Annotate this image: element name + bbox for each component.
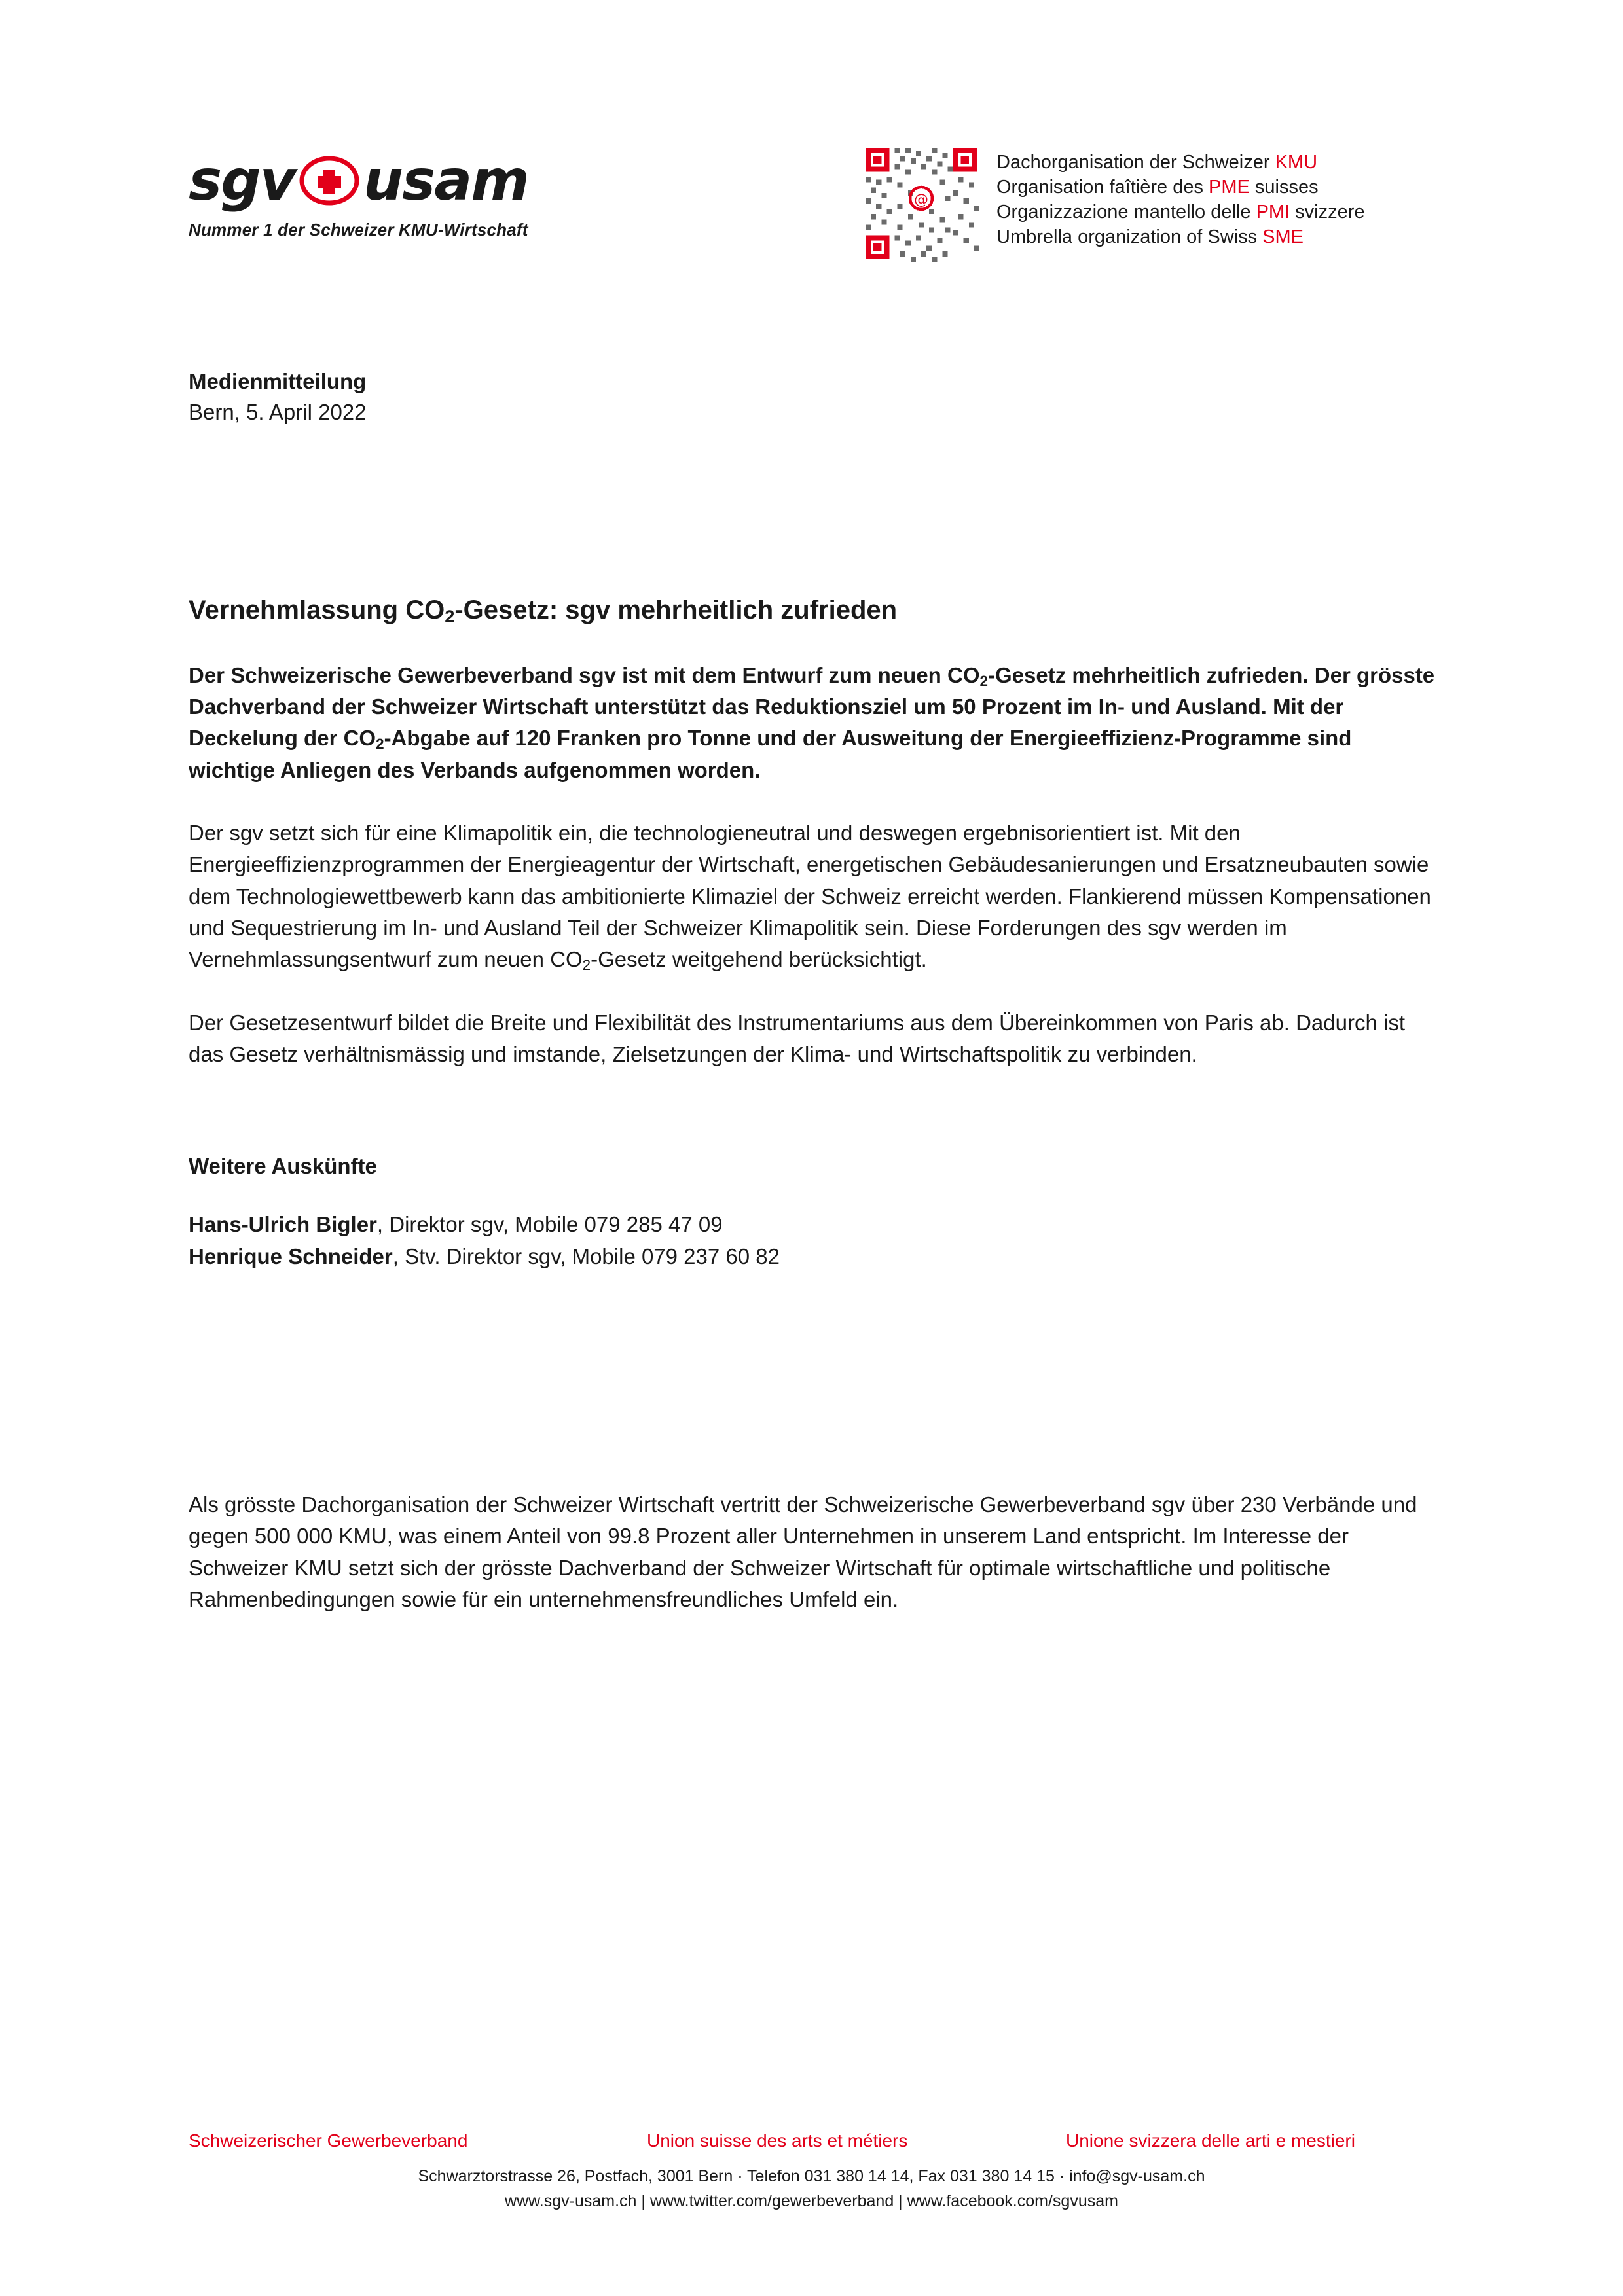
qr-caption-lines xyxy=(996,145,1365,250)
contact-name: Hans-Ulrich Bigler xyxy=(189,1212,377,1237)
footer-assoc-it: Unione svizzera delle arti e mestieri xyxy=(1066,2130,1355,2151)
list-item xyxy=(189,1209,1436,1241)
subscript-two: 2 xyxy=(979,672,988,689)
footer-address-line: Schwarztorstrasse 26, Postfach, 3001 Bern · Telefon 031 380 14 14, Fax 031 380 14 15 · info@sgv-usam.ch xyxy=(418,2167,1205,2185)
qr-caption-fr: Organisation faîtière des PME suisses xyxy=(996,176,1319,198)
qr-caption-en: Umbrella organization of Swiss SME xyxy=(996,226,1304,247)
footer-links-line[interactable]: www.sgv-usam.ch | www.twitter.com/gewerbeverband | www.facebook.com/sgvusam xyxy=(505,2191,1118,2210)
page-title: Vernehmlassung $CO_2$-Gesetz: sgv mehrheitlich zufrieden xyxy=(189,595,898,626)
qr-code-icon xyxy=(863,145,979,262)
contact-role: , Direktor sgv, Mobile 079 285 47 09 xyxy=(376,1212,723,1237)
sgv-cross-emblem-icon xyxy=(299,151,359,211)
subscript-two: 2 xyxy=(582,957,591,974)
document-body xyxy=(189,367,1436,1637)
logo-word-right: usam xyxy=(363,148,528,213)
footer-association-names xyxy=(0,2130,1623,2151)
lead-paragraph: Der Schweizerische Gewerbeverband sgv ist mit dem Entwurf zum neuen $CO_2$-Gesetz mehrheitlich zufrieden. Der grösste Dachverband der Schweizer Wirtschaft unterstützt das Reduktionsziel um 50 Prozent im In- und Ausland. Mit der Deckelung der $CO_2$-Abgabe auf 120 Franken pro Tonne und der Ausweitung der Energieeffizienz-Programme sind wichtige Anliegen des Verbands aufgenommen worden. xyxy=(189,662,1435,782)
place-and-date: Bern, 5. April 2022 xyxy=(189,399,367,424)
footer-assoc-fr: Union suisse des arts et métiers xyxy=(647,2130,908,2151)
list-item xyxy=(189,1241,1436,1273)
contact-name: Henrique Schneider xyxy=(189,1244,393,1269)
contact-list xyxy=(189,1209,1436,1273)
qr-caption-de: Dachorganisation der Schweizer KMU xyxy=(996,152,1318,173)
document-footer xyxy=(0,2130,1623,2214)
body-paragraph-2: Der Gesetzesentwurf bildet die Breite und Flexibilität des Instrumentariums aus dem Übereinkommen von Paris ab. Dadurch ist das Gesetz verhältnismässig und imstande, Zielsetzungen der Klima- und Wirtschaftspolitik zu verbinden. xyxy=(189,1010,1406,1067)
qr-header-block xyxy=(863,145,1365,262)
qr-caption-it: Organizzazione mantello delle PMI svizzere xyxy=(996,201,1365,223)
svg-text:@: @ xyxy=(914,192,928,209)
body-paragraph-1: Der sgv setzt sich für eine Klimapolitik ein, die technologieneutral und deswegen ergebnisorientiert ist. Mit den Energieeffizienzprogrammen der Energieagentur der Wirtschaft, energetischen Gebäudesanierungen und Ersatzneubauten sowie dem Technologiewettbewerb kann das ambitionierte Klimaziel der Schweiz erreicht werden. Flankierend müssen Kompensationen und Sequestrierung im In- und Ausland Teil der Schweizer Klimapolitik sein. Diese Forderungen des sgv werden im Vernehmlassungsentwurf zum neuen $CO_2$-Gesetz weitgehend berücksichtigt. xyxy=(189,821,1431,974)
contact-section-heading: Weitere Auskünfte xyxy=(189,1153,377,1178)
organization-boilerplate: Als grösste Dachorganisation der Schweizer Wirtschaft vertritt der Schweizerische Gewerbeverband sgv über 230 Verbände und gegen 500 000 KMU, was einem Anteil von 99.8 Prozent aller Unternehmen in unserem Land entspricht. Im Interesse der Schweizer KMU setzt sich der grösste Dachverband der Schweizer Wirtschaft für optimale wirtschaftliche und politische Rahmenbedingungen sowie für ein unternehmensfreundliches Umfeld ein. xyxy=(189,1492,1417,1612)
footer-assoc-de: Schweizerischer Gewerbeverband xyxy=(189,2130,468,2151)
sgv-usam-logo xyxy=(189,148,555,240)
footer-contact-info xyxy=(0,2164,1623,2214)
subscript-two: 2 xyxy=(445,605,455,626)
contact-role: , Stv. Direktor sgv, Mobile 079 237 60 82 xyxy=(392,1244,780,1269)
logo-wordmark xyxy=(189,148,555,213)
logo-word-left: sgv xyxy=(189,148,295,213)
subscript-two: 2 xyxy=(376,736,384,753)
logo-tagline: Nummer 1 der Schweizer KMU-Wirtschaft xyxy=(189,220,528,240)
document-header xyxy=(0,131,1623,281)
document-type-label: Medienmitteilung xyxy=(189,369,367,393)
